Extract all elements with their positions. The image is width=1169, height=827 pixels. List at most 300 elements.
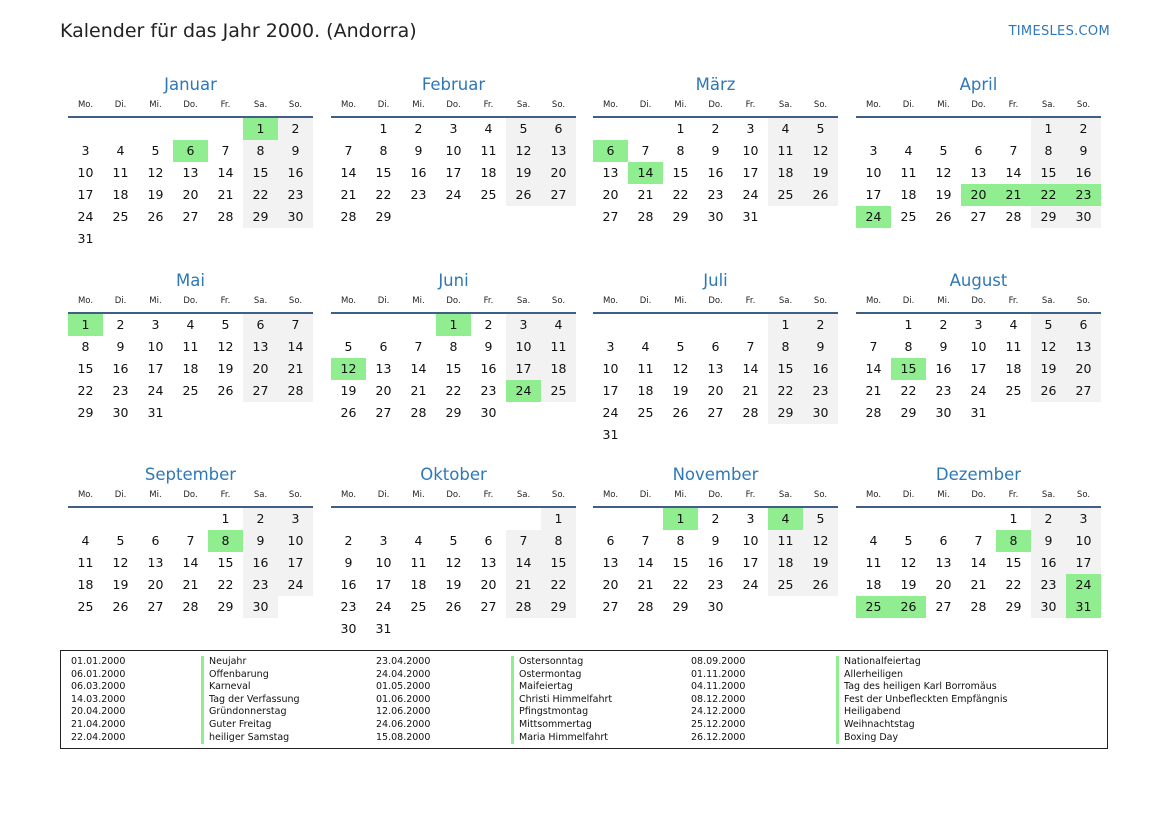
holiday-date: 08.09.2000	[691, 656, 746, 667]
empty-cell	[506, 508, 541, 530]
day-cell: 12	[1031, 336, 1066, 358]
day-cell: 9	[711, 533, 720, 548]
day-cell: 30	[935, 405, 952, 420]
holiday-day-cell: 24	[1066, 574, 1101, 596]
day-cell: 25	[410, 599, 427, 614]
day-cell: 18	[112, 187, 129, 202]
weekday-label: Di.	[639, 490, 652, 500]
brand-link[interactable]: TIMESLES.COM	[1008, 24, 1110, 39]
day-cell: 2	[278, 118, 313, 140]
day-cell: 23	[480, 383, 497, 398]
weekday-header	[68, 487, 313, 508]
month-title: November	[672, 465, 759, 484]
month-4	[856, 73, 1101, 228]
day-cell: 29	[243, 206, 278, 228]
day-cell: 12	[445, 555, 462, 570]
day-cell: 9	[116, 339, 125, 354]
weekday-label: So.	[551, 490, 566, 500]
day-cell: 8	[768, 336, 803, 358]
holiday-day-cell: 1	[663, 508, 698, 530]
day-cell: 9	[414, 143, 423, 158]
weekday-label: So.	[551, 100, 566, 110]
day-cell: 2	[711, 121, 720, 136]
weekday-label: So.	[813, 490, 828, 500]
empty-cell	[628, 118, 663, 140]
month-9	[68, 463, 313, 618]
day-cell: 3	[81, 143, 90, 158]
weekday-label: Mi.	[674, 296, 687, 306]
day-cell: 12	[112, 555, 129, 570]
day-cell: 21	[410, 383, 427, 398]
weekday-label: So.	[1076, 296, 1091, 306]
holiday-day-cell: 14	[628, 162, 663, 184]
day-cell: 2	[484, 317, 493, 332]
weekday-label: Mi.	[412, 490, 425, 500]
weekday-label: Sa.	[516, 490, 531, 500]
day-cell: 15	[672, 555, 689, 570]
day-cell: 13	[970, 165, 987, 180]
day-cell: 5	[803, 508, 838, 530]
day-cell: 23	[707, 577, 724, 592]
month-7	[593, 269, 838, 446]
day-cell: 17	[1066, 552, 1101, 574]
month-12	[856, 463, 1101, 618]
day-cell: 16	[803, 358, 838, 380]
holiday-day-cell: 1	[243, 118, 278, 140]
day-cell: 11	[77, 555, 94, 570]
holiday-day-cell: 1	[436, 314, 471, 336]
day-cell: 18	[541, 358, 576, 380]
empty-cell	[593, 314, 628, 336]
day-cell: 26	[340, 405, 357, 420]
day-cell: 15	[77, 361, 94, 376]
day-cell: 27	[935, 599, 952, 614]
day-cell: 4	[414, 533, 423, 548]
weekday-label: Sa.	[1041, 296, 1056, 306]
weekday-label: Di.	[377, 296, 390, 306]
month-5	[68, 269, 313, 424]
day-cell: 30	[803, 402, 838, 424]
holiday-day-cell: 8	[996, 530, 1031, 552]
weekday-header	[856, 487, 1101, 508]
day-grid	[331, 314, 576, 424]
day-cell: 7	[278, 314, 313, 336]
month-11	[593, 463, 838, 618]
day-cell: 3	[1066, 508, 1101, 530]
day-cell: 28	[217, 209, 234, 224]
day-cell: 27	[602, 599, 619, 614]
day-cell: 6	[711, 339, 720, 354]
holiday-name: heiliger Samstag	[201, 732, 376, 745]
weekday-label: Mo.	[865, 296, 882, 306]
day-cell: 13	[243, 336, 278, 358]
day-cell: 10	[506, 336, 541, 358]
month-title: März	[695, 75, 736, 94]
day-cell: 27	[1066, 380, 1101, 402]
day-cell: 8	[379, 143, 388, 158]
holiday-name: Tag des heiligen Karl Borromäus	[836, 681, 1106, 694]
empty-cell	[366, 508, 401, 530]
day-cell: 3	[869, 143, 878, 158]
day-cell: 30	[707, 599, 724, 614]
holiday-day-cell: 15	[891, 358, 926, 380]
month-8	[856, 269, 1101, 424]
empty-cell	[138, 118, 173, 140]
day-cell: 9	[278, 140, 313, 162]
day-cell: 5	[344, 339, 353, 354]
empty-cell	[103, 508, 138, 530]
day-cell: 21	[637, 577, 654, 592]
day-cell: 6	[151, 533, 160, 548]
day-cell: 29	[672, 599, 689, 614]
day-cell: 31	[602, 427, 619, 442]
holiday-day-cell: 21	[996, 184, 1031, 206]
day-cell: 9	[1031, 530, 1066, 552]
weekday-label: Fr.	[745, 490, 756, 500]
day-cell: 21	[340, 187, 357, 202]
weekday-label: Sa.	[1041, 490, 1056, 500]
month-title: Mai	[176, 271, 205, 290]
day-cell: 20	[707, 383, 724, 398]
day-cell: 25	[182, 383, 199, 398]
day-cell: 22	[672, 577, 689, 592]
day-cell: 28	[637, 599, 654, 614]
day-cell: 11	[768, 530, 803, 552]
holiday-date: 24.04.2000	[376, 668, 431, 680]
day-cell: 5	[803, 118, 838, 140]
empty-cell	[628, 508, 663, 530]
weekday-label: Sa.	[778, 296, 793, 306]
holiday-name: Ostersonntag	[511, 656, 691, 669]
holiday-date: 21.04.2000	[71, 718, 126, 730]
empty-cell	[593, 118, 628, 140]
legend-date-column	[376, 656, 511, 744]
day-cell: 16	[480, 361, 497, 376]
weekday-header	[593, 97, 838, 118]
weekday-label: Do.	[708, 100, 723, 110]
legend-date-column	[691, 656, 836, 744]
empty-cell	[593, 508, 628, 530]
weekday-label: Mi.	[937, 490, 950, 500]
day-cell: 15	[243, 162, 278, 184]
day-cell: 16	[707, 555, 724, 570]
empty-cell	[68, 508, 103, 530]
month-title: September	[144, 465, 237, 484]
day-cell: 19	[803, 552, 838, 574]
day-cell: 19	[445, 577, 462, 592]
holiday-date: 25.12.2000	[691, 718, 746, 730]
weekday-label: Fr.	[483, 296, 494, 306]
holiday-day-cell: 6	[173, 140, 208, 162]
weekday-label: Fr.	[483, 100, 494, 110]
holiday-day-cell: 1	[68, 314, 103, 336]
holiday-date: 24.06.2000	[376, 718, 431, 730]
weekday-label: Fr.	[220, 490, 231, 500]
day-cell: 17	[445, 165, 462, 180]
weekday-label: So.	[1076, 100, 1091, 110]
legend-name-column	[836, 656, 1106, 744]
day-cell: 4	[641, 339, 650, 354]
day-cell: 9	[803, 336, 838, 358]
weekday-label: Sa.	[516, 296, 531, 306]
empty-cell	[331, 118, 366, 140]
day-cell: 6	[484, 533, 493, 548]
day-cell: 22	[217, 577, 234, 592]
day-cell: 17	[970, 361, 987, 376]
day-cell: 3	[151, 317, 160, 332]
empty-cell	[103, 118, 138, 140]
weekday-label: Fr.	[1008, 100, 1019, 110]
day-cell: 31	[742, 209, 759, 224]
empty-cell	[961, 508, 996, 530]
day-cell: 7	[344, 143, 353, 158]
weekday-label: Mo.	[865, 100, 882, 110]
day-cell: 16	[1031, 552, 1066, 574]
day-cell: 6	[379, 339, 388, 354]
holiday-day-cell: 31	[1066, 596, 1101, 618]
day-cell: 1	[541, 508, 576, 530]
day-cell: 14	[410, 361, 427, 376]
day-cell: 19	[112, 577, 129, 592]
day-cell: 13	[182, 165, 199, 180]
weekday-label: Di.	[114, 296, 127, 306]
empty-cell	[331, 314, 366, 336]
day-cell: 14	[278, 336, 313, 358]
day-cell: 30	[340, 621, 357, 636]
weekday-label: Do.	[708, 490, 723, 500]
day-cell: 22	[900, 383, 917, 398]
day-cell: 29	[1031, 206, 1066, 228]
empty-cell	[961, 118, 996, 140]
day-cell: 26	[1031, 380, 1066, 402]
day-cell: 12	[803, 530, 838, 552]
day-cell: 20	[602, 577, 619, 592]
day-cell: 19	[935, 187, 952, 202]
empty-cell	[331, 508, 366, 530]
day-cell: 10	[970, 339, 987, 354]
day-cell: 31	[970, 405, 987, 420]
day-grid	[593, 314, 838, 446]
day-cell: 27	[541, 184, 576, 206]
day-cell: 14	[865, 361, 882, 376]
day-cell: 1	[1031, 118, 1066, 140]
day-cell: 9	[344, 555, 353, 570]
day-cell: 16	[1066, 162, 1101, 184]
day-cell: 29	[1005, 599, 1022, 614]
day-cell: 20	[243, 358, 278, 380]
weekday-label: So.	[551, 296, 566, 306]
day-cell: 12	[506, 140, 541, 162]
holiday-name: Neujahr	[201, 656, 376, 669]
holiday-day-cell: 24	[856, 206, 891, 228]
day-grid	[68, 314, 313, 424]
day-cell: 15	[1031, 162, 1066, 184]
holiday-name: Pfingstmontag	[511, 706, 691, 719]
day-cell: 31	[375, 621, 392, 636]
day-cell: 13	[147, 555, 164, 570]
weekday-label: Do.	[183, 490, 198, 500]
day-cell: 5	[676, 339, 685, 354]
day-cell: 19	[803, 162, 838, 184]
day-cell: 27	[375, 405, 392, 420]
day-cell: 3	[974, 317, 983, 332]
weekday-label: Mi.	[937, 100, 950, 110]
day-cell: 5	[506, 118, 541, 140]
day-cell: 19	[672, 383, 689, 398]
holiday-date: 01.11.2000	[691, 668, 746, 680]
weekday-label: Fr.	[1008, 296, 1019, 306]
day-cell: 24	[602, 405, 619, 420]
holiday-date: 26.12.2000	[691, 731, 746, 743]
holiday-date: 06.01.2000	[71, 668, 126, 680]
day-cell: 26	[217, 383, 234, 398]
day-cell: 12	[900, 555, 917, 570]
day-grid	[856, 314, 1101, 424]
day-cell: 11	[900, 165, 917, 180]
day-cell: 1	[221, 511, 230, 526]
day-cell: 4	[869, 533, 878, 548]
day-cell: 20	[1066, 358, 1101, 380]
weekday-label: Mi.	[149, 490, 162, 500]
day-cell: 5	[1031, 314, 1066, 336]
holiday-date: 15.08.2000	[376, 731, 431, 743]
day-cell: 2	[939, 317, 948, 332]
day-cell: 8	[1031, 140, 1066, 162]
day-cell: 14	[1005, 165, 1022, 180]
day-cell: 30	[1066, 206, 1101, 228]
day-grid	[856, 118, 1101, 228]
day-cell: 10	[375, 555, 392, 570]
day-cell: 23	[803, 380, 838, 402]
day-cell: 2	[116, 317, 125, 332]
weekday-label: Do.	[971, 100, 986, 110]
day-cell: 15	[445, 361, 462, 376]
day-cell: 22	[77, 383, 94, 398]
day-cell: 20	[541, 162, 576, 184]
day-cell: 17	[865, 187, 882, 202]
day-cell: 29	[445, 405, 462, 420]
month-title: Februar	[421, 75, 486, 94]
weekday-label: Mo.	[340, 100, 357, 110]
day-cell: 11	[1005, 339, 1022, 354]
weekday-label: Mi.	[937, 296, 950, 306]
weekday-label: Mi.	[674, 490, 687, 500]
weekday-label: Sa.	[253, 296, 268, 306]
day-cell: 23	[410, 187, 427, 202]
weekday-header	[593, 487, 838, 508]
holiday-date: 14.03.2000	[71, 693, 126, 705]
day-cell: 5	[904, 533, 913, 548]
day-cell: 18	[768, 162, 803, 184]
month-2	[331, 73, 576, 228]
day-cell: 22	[1005, 577, 1022, 592]
day-cell: 5	[939, 143, 948, 158]
day-cell: 26	[672, 405, 689, 420]
day-cell: 2	[243, 508, 278, 530]
legend-date-column	[71, 656, 201, 744]
weekday-label: Di.	[377, 100, 390, 110]
empty-cell	[856, 118, 891, 140]
weekday-label: Fr.	[745, 100, 756, 110]
day-cell: 21	[217, 187, 234, 202]
day-cell: 4	[768, 118, 803, 140]
month-title: August	[949, 271, 1008, 290]
holiday-date: 01.06.2000	[376, 693, 431, 705]
day-cell: 25	[541, 380, 576, 402]
weekday-label: Do.	[971, 490, 986, 500]
day-cell: 10	[445, 143, 462, 158]
weekday-label: Sa.	[253, 490, 268, 500]
day-cell: 15	[541, 552, 576, 574]
day-cell: 24	[278, 574, 313, 596]
day-cell: 24	[445, 187, 462, 202]
day-cell: 22	[445, 383, 462, 398]
day-cell: 29	[77, 405, 94, 420]
day-cell: 5	[116, 533, 125, 548]
day-cell: 11	[637, 361, 654, 376]
holiday-name: Boxing Day	[836, 732, 1106, 745]
holiday-day-cell: 26	[891, 596, 926, 618]
weekday-header	[856, 293, 1101, 314]
holiday-date: 04.11.2000	[691, 681, 746, 693]
day-cell: 10	[602, 361, 619, 376]
empty-cell	[856, 508, 891, 530]
holiday-date: 08.12.2000	[691, 693, 746, 705]
weekday-label: Do.	[183, 100, 198, 110]
day-cell: 16	[707, 165, 724, 180]
day-cell: 18	[865, 577, 882, 592]
day-cell: 15	[1005, 555, 1022, 570]
day-cell: 22	[541, 574, 576, 596]
day-cell: 16	[112, 361, 129, 376]
holiday-date: 01.01.2000	[71, 656, 126, 667]
day-cell: 2	[803, 314, 838, 336]
day-cell: 14	[340, 165, 357, 180]
weekday-label: Di.	[902, 296, 915, 306]
weekday-label: Di.	[902, 100, 915, 110]
day-cell: 3	[746, 511, 755, 526]
weekday-label: Di.	[639, 296, 652, 306]
day-cell: 20	[480, 577, 497, 592]
day-cell: 18	[480, 165, 497, 180]
day-cell: 12	[935, 165, 952, 180]
weekday-label: Do.	[971, 296, 986, 306]
weekday-label: So.	[288, 296, 303, 306]
day-cell: 7	[641, 143, 650, 158]
day-cell: 19	[900, 577, 917, 592]
empty-cell	[173, 118, 208, 140]
holiday-date: 22.04.2000	[71, 731, 126, 743]
day-cell: 10	[742, 143, 759, 158]
holiday-day-cell: 25	[856, 596, 891, 618]
day-cell: 22	[375, 187, 392, 202]
weekday-label: Sa.	[516, 100, 531, 110]
day-cell: 28	[637, 209, 654, 224]
day-cell: 28	[340, 209, 357, 224]
day-cell: 26	[506, 184, 541, 206]
weekday-label: Do.	[708, 296, 723, 306]
day-cell: 3	[379, 533, 388, 548]
day-cell: 21	[182, 577, 199, 592]
day-cell: 30	[278, 206, 313, 228]
day-cell: 18	[637, 383, 654, 398]
weekday-label: Mo.	[340, 296, 357, 306]
weekday-label: Do.	[446, 296, 461, 306]
day-cell: 13	[707, 361, 724, 376]
day-cell: 27	[147, 599, 164, 614]
day-cell: 25	[900, 209, 917, 224]
weekday-label: Mi.	[674, 100, 687, 110]
